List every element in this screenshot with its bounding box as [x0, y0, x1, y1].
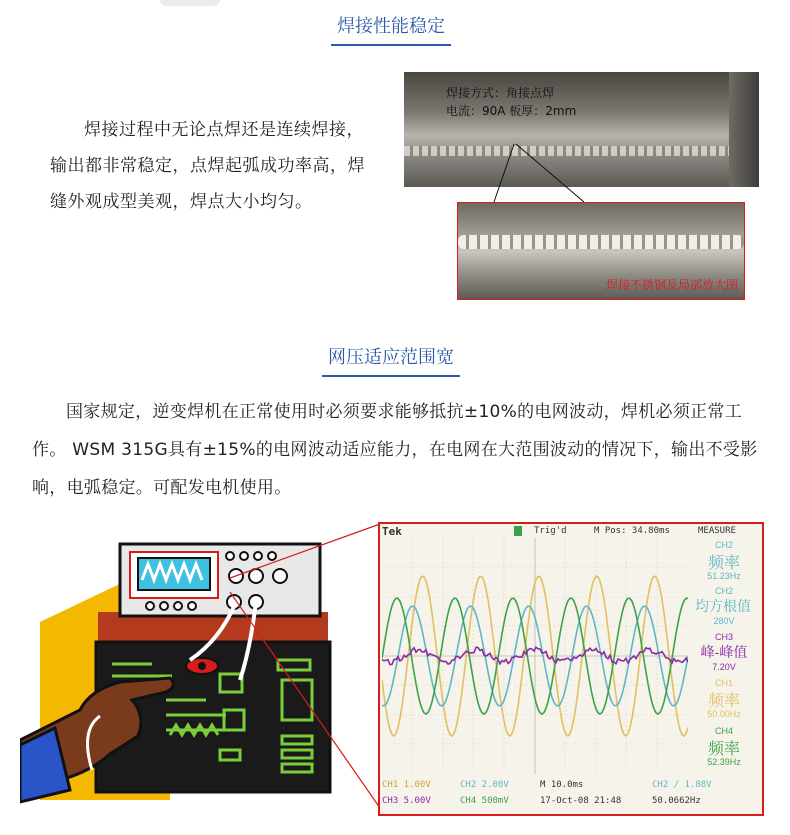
scope-grid: [382, 538, 688, 774]
status-date: 17-Oct-08 21:48: [540, 796, 622, 806]
status-trigger: CH2 / 1.88V: [652, 780, 712, 790]
zoom-connector-scope: [220, 522, 390, 812]
measure-2-channel: CH2: [714, 586, 733, 596]
scope-trig: Trig'd: [514, 526, 567, 536]
photo-caption-params: 电流：90A 板厚：2mm: [446, 104, 577, 118]
measure-panel: [688, 538, 760, 774]
status-ch1: CH1 1.00V: [382, 780, 431, 790]
measure-2-name: 均方根值: [695, 598, 751, 614]
measure-4-value: 50.00Hz: [707, 709, 741, 719]
weld-zoom-photo: [457, 202, 745, 300]
section-title-voltage: [328, 343, 454, 369]
scope-mpos: M Pos: 34.80ms: [594, 526, 670, 536]
title-underline: [331, 44, 451, 46]
status-timebase: M 10.0ms: [540, 780, 584, 790]
measure-3-value: 7.20V: [712, 662, 736, 672]
measure-4-name: 频率: [707, 693, 740, 710]
measure-4-channel: CH1: [714, 678, 733, 688]
status-ch2: CH2 2.00V: [460, 780, 509, 790]
voltage-paragraph: 国家规定，逆变焊机在正常使用时必须要求能够抵抗±10%的电网波动，焊机必须正常工作。 WSM 315G具有±15%的电网波动适应能力，在电网在大范围波动的情况下，输出不受影响，电弧稳定。可配发电机使用。: [32, 402, 758, 498]
status-frequency: 50.0662Hz: [652, 796, 701, 806]
steel-plate-edge: [729, 72, 759, 187]
photo-caption-method: 焊接方式：角接点焊: [446, 86, 555, 100]
section-title-welding: [337, 12, 445, 38]
measure-1-channel: CH2: [714, 540, 733, 550]
welding-paragraph: 焊接过程中无论点焊还是连续焊接，输出都非常稳定，点焊起弧成功率高，焊缝外观成型美观，焊点大小均匀。: [50, 120, 365, 212]
measure-1-name: 频率: [707, 555, 740, 572]
zoom-connector: [490, 140, 600, 205]
measure-5-value: 52.39Hz: [707, 757, 741, 767]
title-underline: [322, 375, 460, 377]
oscilloscope-screen: [378, 522, 764, 816]
status-ch4: CH4 500mV: [460, 796, 509, 806]
scope-measure-title: MEASURE: [698, 526, 736, 536]
measure-2-value: 280V: [713, 616, 735, 626]
top-decoration: [160, 0, 220, 6]
measure-5-name: 频率: [707, 741, 740, 758]
section-title-voltage-text: 网压适应范围宽: [328, 347, 454, 368]
scope-brand: Tek: [382, 525, 402, 538]
status-ch3: CH3 5.00V: [382, 796, 431, 806]
measure-3-channel: CH3: [714, 632, 733, 642]
section-title-welding-text: 焊接性能稳定: [337, 16, 445, 37]
zoom-caption: 焊接不锈钢及局部放大图: [605, 278, 738, 292]
weld-bead-zoom: [458, 235, 744, 249]
measure-1-value: 51.23Hz: [707, 571, 741, 581]
measure-3-name: 峰-峰值: [700, 644, 748, 660]
measure-5-channel: CH4: [714, 726, 733, 736]
